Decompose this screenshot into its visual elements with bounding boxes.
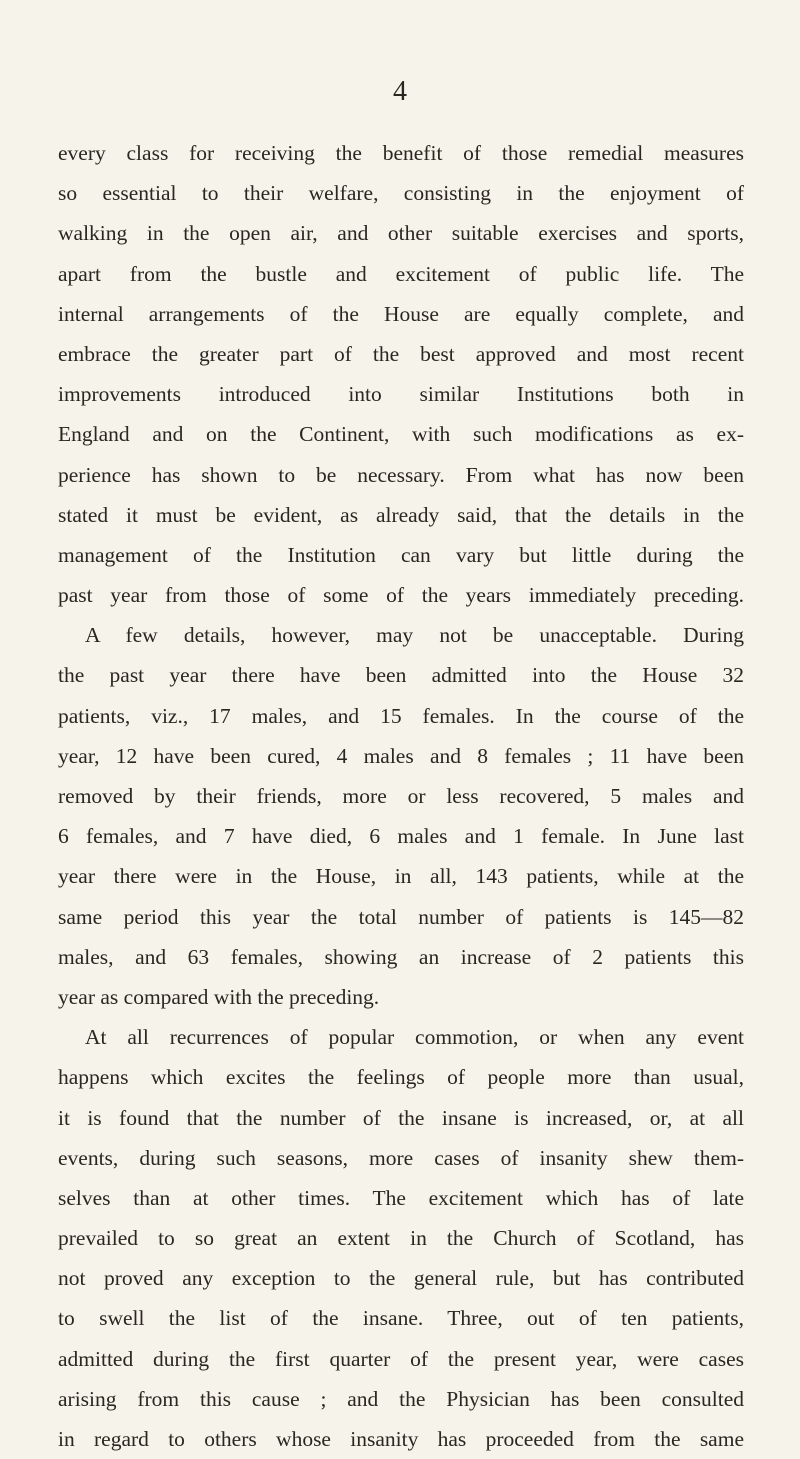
text-line: selves than at other times. The excitement which has of late [58,1185,744,1210]
text-line: every class for receiving the benefit of those remedial measures [58,141,744,165]
text-line: not proved any exception to the general rule, but has contributed [58,1266,744,1291]
text-line: arising from this cause ; and the Physician has been consulted [58,1386,744,1411]
text-line: the past year there have been admitted into the House 32 [58,663,744,688]
text-line: apart from the bustle and excitement of public life. The [58,261,744,286]
text-line: improvements introduced into similar Institutions both in [58,382,744,407]
text-line: happens which excites the feelings of people more than usual, [58,1065,744,1090]
text-line: past year from those of some of the years immediately preceding. [58,583,744,608]
text-line: it is found that the number of the insane is increased, or, at all [58,1105,744,1130]
text-line: prevailed to so great an extent in the Church of Scotland, has [58,1226,744,1251]
paragraph [58,1017,744,1459]
text-line: perience has shown to be necessary. From what has now been [58,462,744,487]
text-line: year as compared with the preceding. [58,984,380,1009]
text-line: removed by their friends, more or less recovered, 5 males and [58,784,744,808]
text-line: stated it must be evident, as already said, that the details in the [58,502,744,527]
text-line: males, and 63 females, showing an increase of 2 patients this [58,944,744,969]
text-line: year there were in the House, in all, 143 patients, while at the [58,864,744,889]
text-line: England and on the Continent, with such modifications as ex- [58,422,744,447]
text-line: management of the Institution can vary but little during the [58,542,744,567]
text-line: A few details, however, may not be unacceptable. During [85,623,744,648]
text-line: At all recurrences of popular commotion, or when any event [85,1025,744,1050]
page-number: 4 [393,76,407,107]
text-line: in regard to others whose insanity has proceeded from the same [58,1427,744,1451]
text-line: patients, viz., 17 males, and 15 females. In the course of the [58,703,744,728]
text-line: embrace the greater part of the best approved and most recent [58,341,744,366]
text-line: 6 females, and 7 have died, 6 males and 1 female. In June last [58,824,744,849]
text-line: walking in the open air, and other suitable exercises and sports, [58,221,744,246]
body-text [58,133,744,1459]
text-line: events, during such seasons, more cases of insanity shew them- [58,1145,744,1170]
text-line: year, 12 have been cured, 4 males and 8 females ; 11 have been [58,743,744,768]
text-line: same period this year the total number of patients is 145—82 [58,904,744,929]
text-line: so essential to their welfare, consisting in the enjoyment of [58,181,744,206]
paragraph [58,133,744,1017]
text-line: to swell the list of the insane. Three, out of ten patients, [58,1306,744,1331]
text-line: internal arrangements of the House are equally complete, and [58,301,744,326]
text-line: admitted during the first quarter of the present year, were cases [58,1346,744,1371]
